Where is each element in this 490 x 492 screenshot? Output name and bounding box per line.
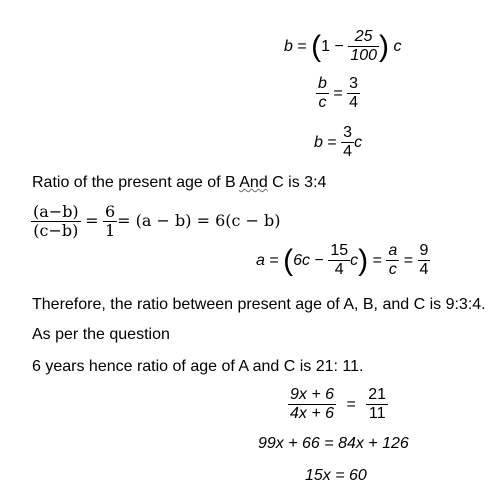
denominator: 4: [419, 261, 429, 279]
as-per-question-text: As per the question: [32, 326, 170, 343]
fraction-9-4: [418, 242, 431, 280]
equals-sign: =: [269, 252, 279, 270]
denominator: 1: [104, 221, 116, 241]
denominator: 4: [334, 261, 344, 279]
equals-sign: =: [372, 252, 382, 270]
fraction-3-4: [347, 75, 360, 113]
years-hence-text: 6 years hence ratio of age of A and C is 21: 11.: [32, 358, 364, 375]
equation-linear: 99x + 66 = 84x + 126: [258, 435, 409, 452]
denominator: (c−b): [33, 221, 79, 241]
var-b: b: [314, 134, 323, 152]
equals-sign: =: [333, 85, 343, 103]
equals-sign: =: [297, 38, 307, 56]
numerator: b: [316, 75, 329, 94]
denominator: 100: [350, 47, 378, 65]
term-6c: 6c: [293, 252, 311, 270]
numerator: 3: [341, 124, 354, 143]
open-paren: (: [283, 243, 294, 277]
numerator: 3: [347, 75, 360, 94]
numerator: a: [386, 242, 399, 261]
minus-sign: −: [314, 252, 324, 270]
equation-ratio-ab-cb: [31, 203, 281, 241]
equation-b-percent: [284, 28, 401, 66]
fraction-21-11: [366, 386, 388, 424]
denominator: c: [388, 261, 397, 279]
denominator: 4: [343, 143, 353, 161]
equation-rest: = (a − b) = 6(c − b): [117, 211, 281, 231]
equals-sign: =: [85, 211, 99, 231]
equation-b-three-quarters-c: [314, 124, 362, 162]
var-a: a: [256, 252, 265, 270]
ratio-text-pre: Ratio of the present age of B: [32, 174, 240, 191]
close-paren: ): [379, 29, 390, 63]
numerator: 15: [328, 242, 350, 261]
var-c: c: [350, 252, 359, 270]
var-c: c: [354, 134, 363, 152]
denominator: 4x + 6: [290, 405, 335, 423]
fraction-15-4: [328, 242, 350, 280]
var-b: b: [284, 38, 293, 56]
close-paren: ): [358, 243, 369, 277]
fraction-6-1: [103, 203, 117, 241]
minus-sign: −: [334, 38, 344, 56]
numerator: 6: [104, 202, 116, 221]
fraction-25-100: [348, 28, 379, 66]
fraction-3-4: [341, 124, 354, 162]
denominator: c: [318, 94, 327, 112]
equation-15x: 15x = 60: [305, 467, 367, 484]
equals-sign: =: [403, 252, 414, 270]
equals-sign: =: [346, 396, 356, 414]
equals-sign: =: [327, 134, 337, 152]
equation-ratio-x: [288, 386, 388, 424]
numerator: 9: [418, 242, 431, 261]
fraction-b-c: [316, 75, 329, 113]
equation-b-over-c: [316, 75, 360, 113]
open-paren: (: [311, 29, 322, 63]
numerator: 9x + 6: [288, 386, 336, 405]
equation-a-value: [256, 242, 430, 280]
fraction-ab-cb: [31, 203, 81, 241]
ratio-text-post: C is 3:4: [267, 174, 327, 191]
numerator: 21: [366, 386, 388, 405]
fraction-a-c: [386, 242, 399, 280]
var-c: c: [393, 38, 402, 56]
therefore-text: Therefore, the ratio between present age of A, B, and C is 9:3:4.: [32, 296, 486, 313]
numerator: 25: [348, 28, 379, 47]
numerator: (a−b): [33, 202, 79, 221]
denominator: 11: [368, 405, 386, 423]
one: 1: [321, 38, 331, 56]
fraction-9x6-4x6: [288, 386, 336, 424]
denominator: 4: [349, 94, 359, 112]
ratio-b-c-text: [32, 174, 326, 192]
ratio-text-and: And: [239, 174, 268, 191]
